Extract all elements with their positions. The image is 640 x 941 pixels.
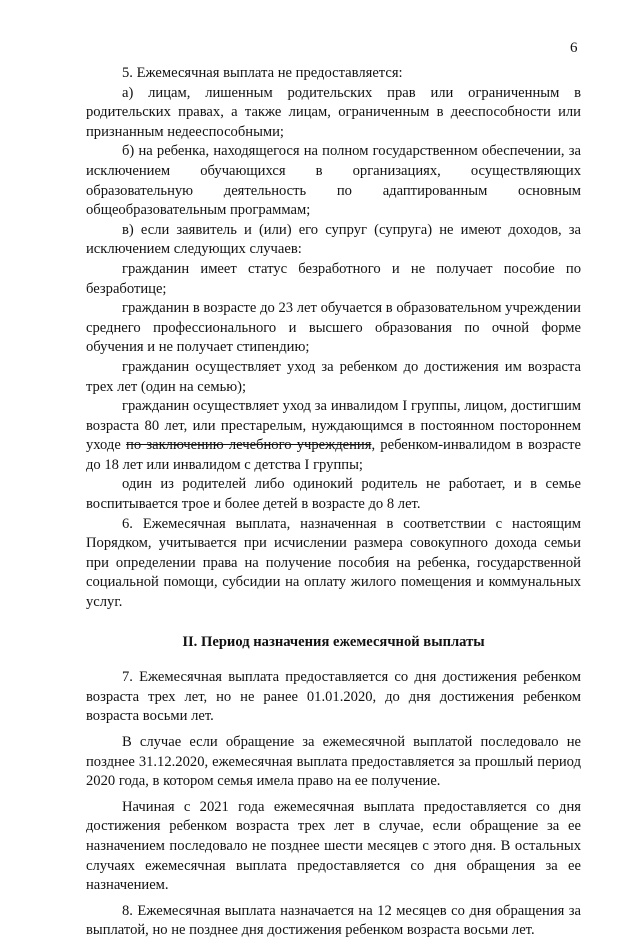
clause-8: 8. Ежемесячная выплата назначается на 12 месяцев со дня обращения за выплатой, но не позднее дня достижения ребенком возраста восьми лет. [86, 902, 581, 939]
page-number: 6 [570, 40, 578, 56]
case-unemployed: гражданин имеет статус безработного и не получает пособие по безработице; [86, 260, 581, 297]
clause-6: 6. Ежемесячная выплата, назначенная в соответствии с настоящим Порядком, учитывается при исчислении размера совокупного дохода семьи при определении права на получение пособия на ребенка, государственной социальной помощи, субсидии на оплату жилого помещения и коммунальных услуг. [86, 515, 581, 611]
document-body [86, 64, 581, 941]
paragraph-2020: В случае если обращение за ежемесячной выплатой последовало не позднее 31.12.2020, ежемесячная выплата предоставляется за прошлый период 2020 года, в котором семья имела право на ее получение. [86, 734, 581, 790]
case-childcare: гражданин осуществляет уход за ребенком до достижения им возраста трех лет (один на семью); [86, 358, 581, 395]
paragraph-2021: Начиная с 2021 года ежемесячная выплата предоставляется со дня достижения ребенком возраста трех лет в случае, если обращение за ее назначением последовало не позднее шести месяцев с этого дня. В остальных случаях ежемесячная выплата предоставляется со дня обращения за ее назначением. [86, 798, 581, 894]
clause-5-intro: 5. Ежемесячная выплата не предоставляется: [122, 65, 403, 81]
clause-5-item-v: в) если заявитель и (или) его супруг (супруга) не имеют доходов, за исключением следующих случаев: [86, 221, 581, 258]
case-disabled-care [86, 397, 581, 475]
clause-7: 7. Ежемесячная выплата предоставляется со дня достижения ребенком возраста трех лет, но не ранее 01.01.2020, до дня достижения ребенком возраста восьми лет. [86, 669, 581, 725]
clause-5-item-b: б) на ребенка, находящегося на полном государственном обеспечении, за исключением обучающихся в организациях, осуществляющих образовательную деятельность по адаптированным основным общеобразовательным программам; [86, 143, 581, 219]
case-disabled-care-start: гражданин осуществляет уход за инвалидом I группы, лицом, достигшим возраста 80 лет, или престарелым, нуждающимся в постоянном постороннем уходе [86, 398, 581, 454]
struck-text: по заключению лечебного учреждения [126, 437, 372, 454]
case-large-family: один из родителей либо одинокий родитель не работает, и в семье воспитывается трое и более детей в возрасте до 8 лет. [86, 476, 581, 513]
case-disabled-care-end: , ребенком-инвалидом в возрасте до 18 лет или инвалидом с детства I группы; [86, 437, 582, 473]
case-student: гражданин в возрасте до 23 лет обучается в образовательном учреждении среднего профессионального и высшего образования по очной форме обучения и не получает стипендию; [86, 300, 581, 356]
section-heading: II. Период назначения ежемесячной выплаты [182, 633, 485, 650]
clause-5-item-a: а) лицам, лишенным родительских прав или ограниченным в родительских правах, а также лицам, ограниченным в дееспособности или признанным недееспособными; [86, 84, 581, 140]
